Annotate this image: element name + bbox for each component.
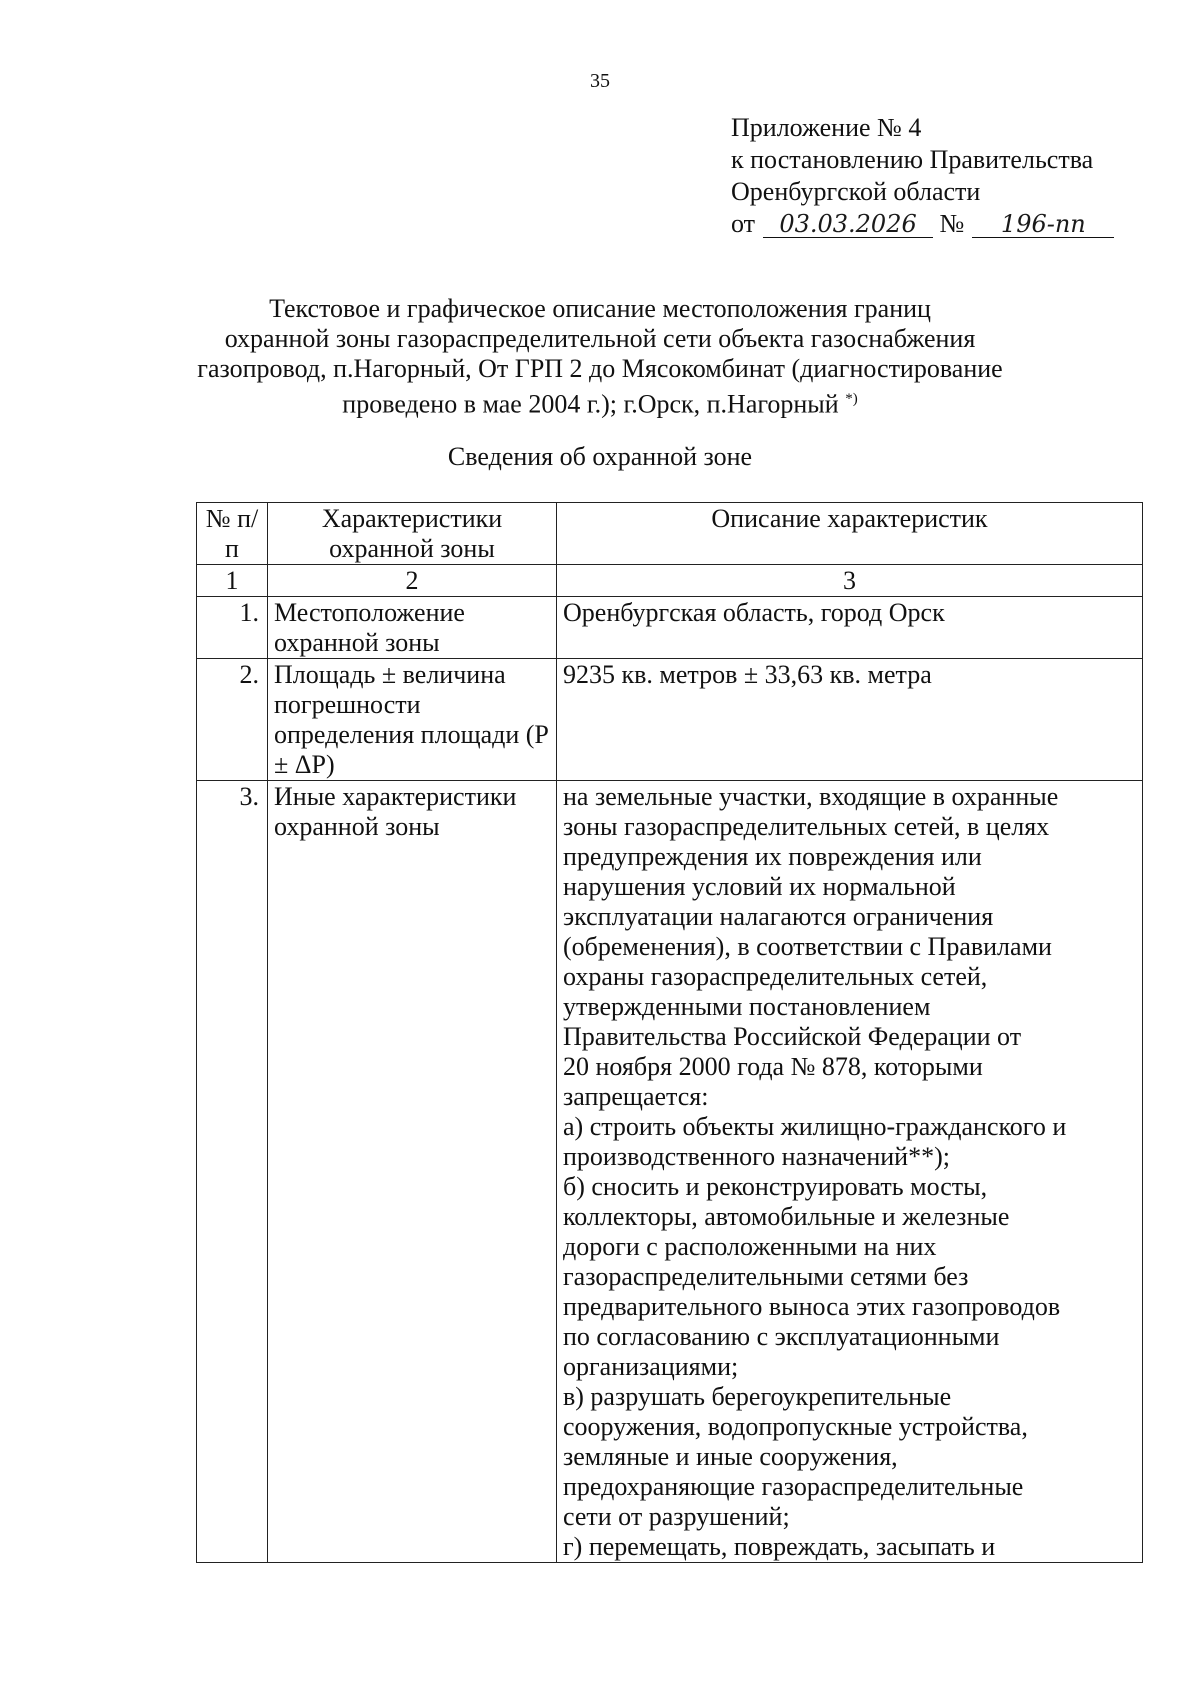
description-line: предварительного выноса этих газопроводов — [563, 1292, 1061, 1321]
header-characteristic: Характеристики охранной зоны — [268, 503, 557, 565]
description-line: Оренбургская область, город Орск — [563, 598, 945, 627]
row-number: 1. — [197, 597, 268, 659]
description-line: а) строить объекты жилищно-гражданского и — [563, 1112, 1067, 1141]
appendix-line-1: Приложение № 4 — [731, 113, 922, 142]
description-line: земляные и иные сооружения, — [563, 1442, 898, 1471]
description-line: по согласованию с эксплуатационными — [563, 1322, 1000, 1351]
zone-info-table — [196, 502, 1143, 1563]
appendix-date-line — [731, 208, 1114, 240]
description-line: организациями; — [563, 1352, 739, 1381]
description-line: утвержденными постановлением — [563, 992, 931, 1021]
row-characteristic: Площадь ± величина погрешности определения площади (Р ± ΔР) — [268, 659, 557, 781]
table-row — [197, 597, 1143, 659]
column-number-3: 3 — [557, 565, 1143, 597]
row-description — [557, 781, 1143, 1563]
description-line: предупреждения их повреждения или — [563, 842, 982, 871]
description-line: охраны газораспределительных сетей, — [563, 962, 988, 991]
table-header-row — [197, 503, 1143, 565]
number-label: № — [939, 209, 965, 238]
description-line: коллекторы, автомобильные и железные — [563, 1202, 1010, 1231]
appendix-line-3: Оренбургской области — [731, 177, 981, 206]
from-label: от — [731, 209, 756, 238]
row-characteristic: Местоположение охранной зоны — [268, 597, 557, 659]
description-line: в) разрушать берегоукрепительные — [563, 1382, 952, 1411]
description-line: дороги с расположенными на них — [563, 1232, 937, 1261]
column-number-2: 2 — [268, 565, 557, 597]
description-line: предохраняющие газораспределительные — [563, 1472, 1024, 1501]
row-number: 2. — [197, 659, 268, 781]
appendix-line-2: к постановлению Правительства — [731, 145, 1094, 174]
row-characteristic: Иные характеристики охранной зоны — [268, 781, 557, 1563]
description-line: Правительства Российской Федерации от — [563, 1022, 1022, 1051]
section-subtitle: Сведения об охранной зоне — [447, 442, 753, 471]
table-row — [197, 659, 1143, 781]
description-line: 9235 кв. метров ± 33,63 кв. метра — [563, 660, 932, 689]
row-description — [557, 659, 1143, 781]
description-line: производственного назначений**); — [563, 1142, 950, 1171]
description-line: газораспределительными сетями без — [563, 1262, 969, 1291]
description-line: эксплуатации налагаются ограничения — [563, 902, 994, 931]
table-row — [197, 781, 1143, 1563]
title-line-4 — [0, 384, 1200, 420]
footnote-mark: *) — [845, 391, 858, 407]
row-number: 3. — [197, 781, 268, 1563]
description-line: (обременения), в соответствии с Правилами — [563, 932, 1052, 961]
appendix-block — [731, 112, 1114, 240]
description-line: сети от разрушений; — [563, 1502, 790, 1531]
description-line: на земельные участки, входящие в охранные — [563, 782, 1059, 811]
document-title — [0, 294, 1200, 420]
description-line: зоны газораспределительных сетей, в целях — [563, 812, 1050, 841]
column-number-row — [197, 565, 1143, 597]
description-line: 20 ноября 2000 года № 878, которыми — [563, 1052, 983, 1081]
description-line: б) сносить и реконструировать мосты, — [563, 1172, 988, 1201]
column-number-1: 1 — [197, 565, 268, 597]
title-line-1: Текстовое и графическое описание местоположения границ — [269, 294, 931, 323]
page-number: 35 — [590, 70, 610, 92]
title-line-4-text: проведено в мае 2004 г.); г.Орск, п.Нагорный — [342, 389, 839, 419]
row-description — [557, 597, 1143, 659]
description-line: нарушения условий их нормальной — [563, 872, 956, 901]
header-description: Описание характеристик — [557, 503, 1143, 565]
header-number: № п/п — [197, 503, 268, 565]
handwritten-date: 03.03.2026 — [763, 211, 933, 238]
description-line: г) перемещать, повреждать, засыпать и — [563, 1532, 996, 1561]
title-line-2: охранной зоны газораспределительной сети объекта газоснабжения — [224, 324, 976, 353]
handwritten-number: 196-пп — [972, 211, 1114, 238]
title-line-3: газопровод, п.Нагорный, От ГРП 2 до Мясокомбинат (диагностирование — [197, 354, 1003, 383]
description-line: запрещается: — [563, 1082, 709, 1111]
description-line: сооружения, водопропускные устройства, — [563, 1412, 1028, 1441]
